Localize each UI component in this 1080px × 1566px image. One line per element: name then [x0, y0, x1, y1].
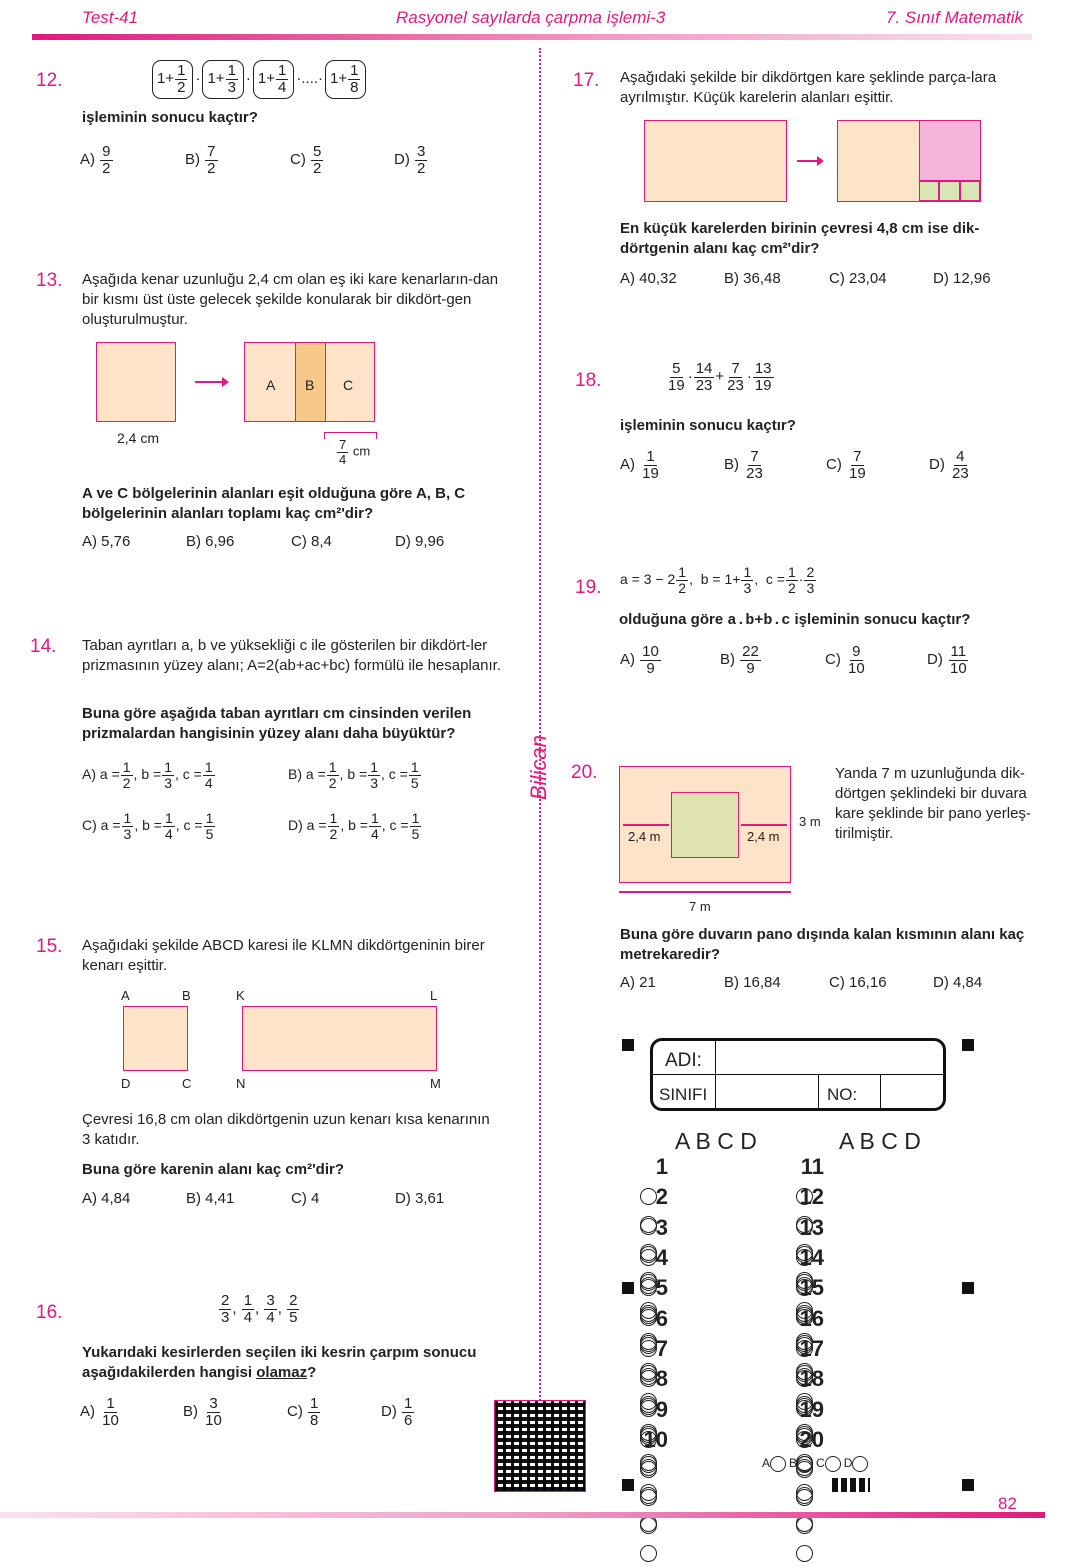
answer-row[interactable]: 6	[640, 1305, 674, 1333]
q20-number: 20.	[571, 762, 598, 783]
test-number: Test-41	[82, 8, 139, 27]
q20-panel	[671, 792, 739, 858]
student-info-box	[650, 1038, 946, 1111]
q18-option-a[interactable]: A) $\frac{1}{19}$	[620, 448, 659, 482]
q17-rectangle	[644, 120, 787, 202]
registration-mark	[622, 1039, 634, 1051]
q19-question: olduğuna göre a.b+b.c işleminin sonucu kaçtır?	[619, 611, 971, 629]
q16-question: Yukarıdaki kesirlerden seçilen iki kesrin çarpım sonucu aşağıdakilerden hangisi olamaz?	[82, 1344, 477, 1381]
q20-left-gap: 2,4 m	[628, 829, 661, 844]
q19-option-d[interactable]: D) $\frac{11}{10}$	[927, 643, 967, 677]
q17-option-d[interactable]: D) 12,96	[933, 270, 991, 287]
q14-number: 14.	[30, 636, 57, 657]
q15-label-a: A	[121, 988, 130, 1003]
q15-label-c: C	[182, 1076, 192, 1091]
answer-row[interactable]: 7	[640, 1335, 674, 1363]
q12-option-a[interactable]: A) $\frac{9}{2}$	[80, 143, 111, 177]
page-title: Rasyonel sayılarda çarpma işlemi-3	[396, 8, 666, 27]
q14-option-d[interactable]: D) a = $\frac{1}{2}$ , b = $\frac{1}{4}$ , c = $\frac{1}{5}$	[288, 810, 420, 842]
answer-row[interactable]: 9	[640, 1396, 674, 1424]
answer-row[interactable]: 4	[640, 1244, 674, 1272]
q15-option-d[interactable]: D) 3,61	[395, 1190, 445, 1207]
q15-option-b[interactable]: B) 4,41	[186, 1190, 235, 1207]
info-divider	[818, 1075, 819, 1108]
q15-text: Aşağıdaki şekilde ABCD karesi ile KLMN dikdörtgeninin birer kenarı eşittir.	[82, 937, 485, 974]
q17-number: 17.	[573, 70, 600, 91]
answer-row[interactable]: 2	[640, 1183, 674, 1211]
q13-label-a: A	[266, 377, 276, 393]
q15-label-l: L	[430, 988, 438, 1003]
q18-expression: $\frac{5}{19}$ · $\frac{14}{23}$ + $\frac{7}{23}$ · $\frac{13}{19}$	[668, 360, 772, 394]
q17-option-c[interactable]: C) 23,04	[829, 270, 887, 287]
q15-square	[123, 1006, 188, 1071]
answer-row[interactable]: 19	[796, 1396, 830, 1424]
q16-number: 16.	[36, 1302, 63, 1323]
q20-option-d[interactable]: D) 4,84	[933, 974, 983, 991]
q20-width-line	[619, 891, 791, 893]
answer-row[interactable]: 3	[640, 1214, 674, 1242]
q12-option-b[interactable]: B) $\frac{7}{2}$	[185, 143, 216, 177]
q19-number: 19.	[575, 577, 602, 598]
q13-option-c[interactable]: C) 8,4	[291, 533, 332, 550]
q17-option-b[interactable]: B) 36,48	[724, 270, 781, 287]
q20-right-gap: 2,4 m	[747, 829, 780, 844]
q15-question: Buna göre karenin alanı kaç cm²'dir?	[82, 1161, 344, 1178]
q17-option-a[interactable]: A) 40,32	[620, 270, 677, 287]
q15-option-c[interactable]: C) 4	[291, 1190, 320, 1207]
registration-mark	[622, 1479, 634, 1491]
bubble-legend: A B C D	[762, 1456, 871, 1472]
q20-option-a[interactable]: A) 21	[620, 974, 656, 991]
q16-option-b[interactable]: B) $\frac{3}{10}$	[183, 1395, 222, 1429]
choice-header-left: A B C D	[675, 1128, 757, 1154]
q13-overlap-label: $\frac{7}{4}$ cm	[339, 437, 371, 467]
q15-label-n: N	[236, 1076, 246, 1091]
q13-square	[96, 342, 176, 422]
answer-row[interactable]: 11	[796, 1153, 830, 1181]
name-field[interactable]	[721, 1045, 939, 1071]
q17-medium-square	[919, 121, 980, 181]
q17-question: En küçük karelerden birinin çevresi 4,8 cm ise dik-dörtgenin alanı kaç cm²'dir?	[620, 220, 980, 257]
q13-side-label: 2,4 cm	[117, 430, 160, 446]
sheet-barcode	[832, 1478, 870, 1492]
q12-question: işleminin sonucu kaçtır?	[82, 109, 258, 126]
q20-width-label: 7 m	[689, 899, 711, 914]
q18-question: işleminin sonucu kaçtır?	[620, 417, 796, 434]
q13-question: A ve C bölgelerinin alanları eşit olduğuna göre A, B, C bölgelerinin alanları toplamı kaç cm²'dir?	[82, 485, 466, 522]
q14-question: Buna göre aşağıda taban ayrıtları cm cinsinden verilen prizmalardan hangisinin yüzey alanı daha büyüktür?	[82, 705, 472, 742]
q15-label-k: K	[236, 988, 245, 1003]
q16-option-d[interactable]: D) $\frac{1}{6}$	[381, 1395, 413, 1429]
q13-option-d[interactable]: D) 9,96	[395, 533, 445, 550]
info-divider	[653, 1074, 943, 1075]
name-label: ADI:	[665, 1050, 702, 1071]
q13-text: Aşağıda kenar uzunluğu 2,4 cm olan eş iki kare kenarların-dan bir kısmı üst üste gelecek şekilde konularak bir dikdört-gen oluşturulmuştur.	[82, 271, 499, 328]
q15-rectangle	[242, 1006, 437, 1071]
registration-mark	[962, 1282, 974, 1294]
page-number: 82	[998, 1494, 1017, 1513]
q15-label-d: D	[121, 1076, 131, 1091]
subject-label: 7. Sınıf Matematik	[886, 8, 1023, 27]
q13-label-b: B	[305, 377, 315, 393]
q13-option-a[interactable]: A) 5,76	[82, 533, 131, 550]
number-label: NO:	[827, 1085, 858, 1104]
answer-row[interactable]: 17	[796, 1335, 830, 1363]
q13-option-b[interactable]: B) 6,96	[186, 533, 235, 550]
class-field[interactable]	[721, 1078, 815, 1106]
q20-right-gap-line	[741, 824, 787, 826]
q16-fractions: $\frac{2}{3}$ , $\frac{1}{4}$ , $\frac{3}{4}$ , $\frac{2}{5}$	[221, 1292, 298, 1326]
registration-mark	[962, 1479, 974, 1491]
answer-row[interactable]: 10	[640, 1426, 674, 1454]
qr-code[interactable]	[494, 1400, 586, 1492]
q18-option-d[interactable]: D) $\frac{4}{23}$	[929, 448, 969, 482]
answer-row[interactable]: 14	[796, 1244, 830, 1272]
choice-header-right: A B C D	[839, 1128, 921, 1154]
q15-label-m: M	[430, 1076, 441, 1091]
q20-option-b[interactable]: B) 16,84	[724, 974, 781, 991]
q12-option-c[interactable]: C) $\frac{5}{2}$	[290, 143, 322, 177]
answer-row[interactable]: 1	[640, 1153, 674, 1181]
q19-option-c[interactable]: C) $\frac{9}{10}$	[825, 643, 865, 677]
number-field[interactable]	[885, 1078, 941, 1106]
q15-option-a[interactable]: A) 4,84	[82, 1190, 131, 1207]
q20-question: Buna göre duvarın pano dışında kalan kısmının alanı kaç metrekaredir?	[620, 926, 1025, 963]
answer-row[interactable]: 18	[796, 1365, 830, 1393]
q20-left-gap-line	[623, 824, 669, 826]
q20-side-text: Yanda 7 m uzunluğunda dik-dörtgen şeklindeki bir duvara kare şeklinde bir pano yerleş-tirilmiştir.	[835, 765, 1031, 842]
answer-row[interactable]: 5	[640, 1274, 674, 1302]
registration-mark	[622, 1282, 634, 1294]
q20-height-label: 3 m	[799, 814, 821, 829]
q18-option-b[interactable]: B) $\frac{7}{23}$	[724, 448, 763, 482]
q19-option-b[interactable]: B) $\frac{22}{9}$	[720, 643, 759, 677]
q13-arrow	[195, 381, 227, 383]
answer-row[interactable]: 8	[640, 1365, 674, 1393]
q16-option-a[interactable]: A) $\frac{1}{10}$	[80, 1395, 119, 1429]
q17-text: Aşağıdaki şekilde bir dikdörtgen kare şeklinde parça-lara ayrılmıştır. Küçük karelerin alanları eşittir.	[620, 69, 997, 106]
q13-number: 13.	[36, 270, 63, 291]
info-divider	[715, 1041, 716, 1108]
q14-option-b[interactable]: B) a = $\frac{1}{2}$ , b = $\frac{1}{3}$ , c = $\frac{1}{5}$	[288, 759, 419, 791]
q17-arrow	[797, 160, 822, 162]
q20-option-c[interactable]: C) 16,16	[829, 974, 887, 991]
q19-option-a[interactable]: A) $\frac{10}{9}$	[620, 643, 659, 677]
q16-option-c[interactable]: C) $\frac{1}{8}$	[287, 1395, 319, 1429]
q15-text2: Çevresi 16,8 cm olan dikdörtgenin uzun kenarı kısa kenarının 3 katıdır.	[82, 1111, 490, 1148]
q18-number: 18.	[575, 370, 602, 391]
info-divider	[880, 1075, 881, 1108]
answer-row[interactable]: 20	[796, 1426, 830, 1454]
q19-definitions: a = 3 − 2 $\frac{1}{2}$ , b = 1+ $\frac{1}{3}$ , c = $\frac{1}{2}$ · $\frac{2}{3}$	[620, 564, 815, 596]
q13-label-c: C	[343, 377, 354, 393]
q14-text: Taban ayrıtları a, b ve yüksekliği c ile gösterilen bir dikdört-ler prizmasının yüzey alanı; A=2(ab+ac+bc) formülü ile hesaplanır.	[82, 637, 501, 674]
registration-mark	[962, 1039, 974, 1051]
answer-row[interactable]: 12	[796, 1183, 830, 1211]
q17-small-square	[960, 181, 980, 201]
answer-row[interactable]: 13	[796, 1214, 830, 1242]
q12-option-d[interactable]: D) $\frac{3}{2}$	[394, 143, 426, 177]
q14-option-c[interactable]: C) a = $\frac{1}{3}$ , b = $\frac{1}{4}$ , c = $\frac{1}{5}$	[82, 810, 214, 842]
q14-option-a[interactable]: A) a = $\frac{1}{2}$ , b = $\frac{1}{3}$ , c = $\frac{1}{4}$	[82, 759, 213, 791]
header-divider	[32, 34, 1032, 40]
answer-row[interactable]: 15	[796, 1274, 830, 1302]
answer-row[interactable]: 16	[796, 1305, 830, 1333]
q15-label-b: B	[182, 988, 191, 1003]
q17-small-square	[939, 181, 960, 201]
q12-expression: 1+ $\frac{1}{2}$ · 1+ $\frac{1}{3}$ · 1+ $\frac{1}{4}$ ·....· 1+ $\frac{1}{8}$	[150, 60, 368, 99]
q18-option-c[interactable]: C) $\frac{7}{19}$	[826, 448, 866, 482]
q12-number: 12.	[36, 70, 63, 91]
brand-logo: Bilican	[526, 735, 551, 800]
q17-small-square	[919, 181, 939, 201]
class-label: SINIFI	[659, 1085, 708, 1104]
q15-number: 15.	[36, 936, 63, 957]
footer-divider	[0, 1512, 1045, 1518]
